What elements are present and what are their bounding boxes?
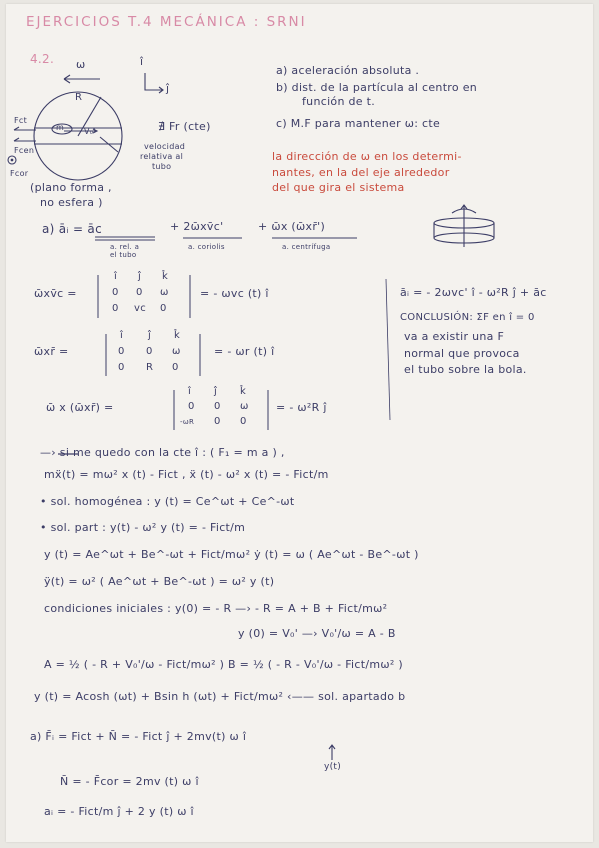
line-newton-i: —› si me quedo con la cte î : ( F₁ = m a ) , [40, 446, 285, 459]
diagram-caption-2: no esfera ) [40, 196, 103, 209]
accel-result: āᵢ = - 2ωvc' î - ω²R ĵ + āc [400, 286, 547, 299]
yt-note: y(t) [324, 762, 342, 772]
question-b-line2: función de t. [302, 95, 376, 108]
page-title: EJERCICIOS T.4 MECÁNICA : SRNI [26, 14, 307, 30]
accel-coriolis: + 2ω̄xv̄c' [170, 220, 224, 233]
cross2-lhs: ω̄xr̄ = [34, 345, 69, 358]
line-particular: • sol. part : y(t) - ω² y (t) = - Fict/m [40, 521, 246, 534]
line-forces: a) F̄ᵢ = Fict + N̄ = - Fict ĵ + 2mv(t) ω î [30, 730, 247, 743]
line-normal: N̄ = - F̄cor = 2mv (t) ω î [60, 775, 199, 788]
question-a: a) aceleración absoluta . [276, 64, 420, 77]
under-rel-2: el tubo [110, 251, 137, 259]
line-initial-2: y (0) = V₀' —› V₀'/ω = A - B [238, 627, 396, 640]
cross3-lhs: ω̄ x (ω̄xr̄) = [46, 401, 114, 414]
line-y-second: ÿ(t) = ω² ( Ae^ωt + Be^-ωt ) = ω² y (t) [44, 575, 275, 588]
line-solution-b: y (t) = Acosh (ωt) + Bsin h (ωt) + Fict/mω² ‹—— sol. apartado b [34, 690, 406, 703]
cross1-lhs: ω̄xv̄c = [34, 287, 77, 300]
diagram-caption-1: (plano forma , [30, 181, 112, 194]
line-initial-1: condiciones iniciales : y(0) = - R —› - R = A + B + Fict/mω² [44, 602, 388, 615]
vel-rel-note-2: relativa al [140, 152, 184, 161]
accel-lhs: a) āᵢ = āc [42, 222, 102, 236]
axis-j-label: ĵ [166, 82, 170, 95]
omega-label: ω [76, 58, 86, 71]
line-A-B: A = ½ ( - R + V₀'/ω - Fict/mω² ) B = ½ ( - R - V₀'/ω - Fict/mω² ) [44, 658, 403, 671]
red-note-3: del que gira el sistema [272, 181, 405, 194]
under-centrifugal: a. centrífuga [282, 243, 331, 251]
radius-label: R [75, 92, 83, 103]
mass-label: m [56, 123, 65, 132]
line-motion-eq: mẍ(t) = mω² x (t) - Fict , ẍ (t) - ω² x (t) = - Fict/m [44, 468, 329, 481]
fr-note: ∄ Fr (cte) [158, 120, 211, 133]
line-homogeneous: • sol. homogénea : y (t) = Ce^ωt + Ce^-ωt [40, 495, 295, 508]
conclusion-3: normal que provoca [404, 347, 520, 360]
cross2-result: = - ωr (t) î [214, 345, 275, 358]
cross3-result: = - ω²R ĵ [276, 401, 327, 414]
problem-number: 4.2. [30, 52, 55, 66]
vel-rel-note-1: velocidad [144, 142, 186, 151]
conclusion-2: va a existir una F [404, 330, 505, 343]
question-b-line1: b) dist. de la partícula al centro en [276, 81, 478, 94]
fct-label: Fct [14, 116, 28, 125]
under-coriolis: a. coriolis [188, 243, 225, 251]
vel-rel-note-3: tubo [152, 162, 172, 171]
question-c: c) M.F para mantener ω: cte [276, 117, 441, 130]
conclusion-4: el tubo sobre la bola. [404, 363, 527, 376]
axis-i-label: î [140, 55, 144, 68]
accel-centrifugal: + ω̄x (ω̄xr̄') [258, 220, 326, 233]
line-accel-final: aᵢ = - Fict/m ĵ + 2 y (t) ω î [44, 805, 194, 818]
red-note-1: la dirección de ω en los determi- [272, 150, 462, 163]
red-note-2: nantes, en la del eje alrededor [272, 166, 450, 179]
line-general-y: y (t) = Ae^ωt + Be^-ωt + Fict/mω² ẏ (t) = ω ( Ae^ωt - Be^-ωt ) [44, 548, 419, 561]
v0-label: V₀' [84, 127, 96, 136]
conclusion-1: CONCLUSIÓN: ΣF en î = 0 [400, 312, 535, 323]
under-rel-1: a. rel. a [110, 243, 140, 251]
cross1-result: = - ωvc (t) î [200, 287, 269, 300]
fcen-label: Fcen [14, 146, 35, 155]
fcor-label: Fcor [10, 169, 29, 178]
